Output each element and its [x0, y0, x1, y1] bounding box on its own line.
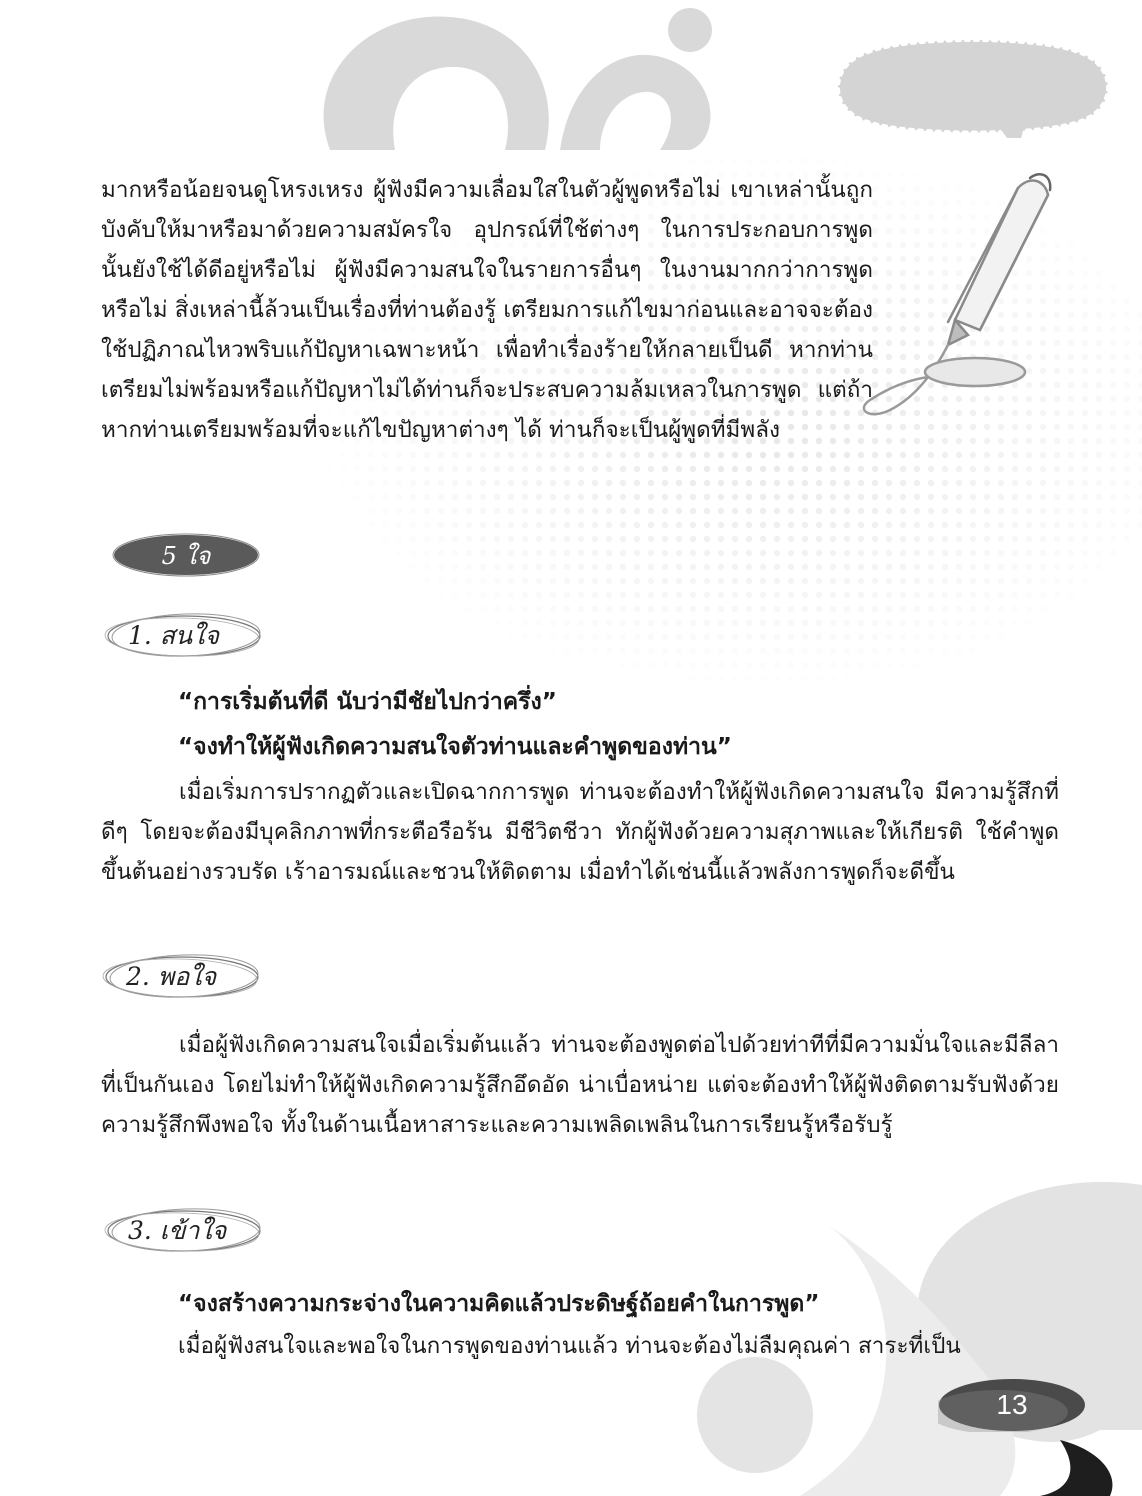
section-3-body: เมื่อผู้ฟังสนใจและพอใจในการพูดของท่านแล้ว ท่านจะต้องไม่ลืมคุณค่า สาระที่เป็น: [178, 1333, 961, 1359]
section-1-body: เมื่อเริ่มการปรากฏตัวและเปิดฉากการพูด ท่านจะต้องทำให้ผู้ฟังเกิดความสนใจ มีความรู้สึกที่ดีๆ โดยจะต้องมีบุคลิกภาพที่กระตือรือร้น มีชีวิตชีวา ทักผู้ฟังด้วยความสุภาพและให้เกียรติ ใช้คำพูดขึ้นต้นอย่างรวบรัด เร้าอารมณ์และชวนให้ติดตาม เมื่อทำได้เช่นนี้แล้วพลังการพูดก็จะดีขึ้น: [101, 779, 1059, 885]
speech-bubble-shape: [828, 40, 1110, 138]
intro-paragraph: มากหรือน้อยจนดูโหรงเหรง ผู้ฟังมีความเลื่อมใสในตัวผู้พูดหรือไม่ เขาเหล่านั้นถูกบังคับให้มาหรือมาด้วยความสมัครใจ อุปกรณ์ที่ใช้ต่างๆ ในการประกอบการพูดนั้นยังใช้ได้ดีอยู่หรือไม่ ผู้ฟังมีความสนใจในรายการอื่นๆ ในงานมากกว่าการพูดหรือไม่ สิ่งเหล่านี้ล้วนเป็นเรื่องที่ท่านต้องรู้ เตรียมการแก้ไขมาก่อนและอาจจะต้องใช้ปฏิภาณไหวพริบแก้ปัญหาเฉพาะหน้า เพื่อทำเรื่องร้ายให้กลายเป็นดี หากท่านเตรียมไม่พร้อมหรือแก้ปัญหาไม่ได้ท่านก็จะประสบความล้มเหลวในการพูด แต่ถ้าหากท่านเตรียมพร้อมที่จะแก้ไขปัญหาต่างๆ ได้ ท่านก็จะเป็นผู้พูดที่มีพลัง: [101, 177, 873, 443]
section-1-quote-1: “การเริ่มต้นที่ดี นับว่ามีชัยไปกว่าครึ่ง”: [178, 689, 557, 715]
section-2-body: เมื่อผู้ฟังเกิดความสนใจเมื่อเริ่มต้นแล้ว ท่านจะต้องพูดต่อไปด้วยท่าทีที่มีความมั่นใจและมีลีลาที่เป็นกันเอง โดยไม่ทำให้ผู้ฟังเกิดความรู้สึกอึดอัด น่าเบื่อหน่าย แต่จะต้องทำให้ผู้ฟังติดตามรับฟังด้วยความรู้สึกพึงพอใจ ทั้งในด้านเนื้อหาสาระและความเพลิดเพลินในการเรียนรู้หรือรับรู้: [101, 1032, 1059, 1138]
section-3-quote-1: “จงสร้างความกระจ่างในความคิดแล้วประดิษฐ์ถ้อยคำในการพูด”: [178, 1291, 820, 1317]
five-hearts-label: 5 ใจ: [161, 541, 211, 570]
page-number: 13: [996, 1389, 1028, 1420]
section-heading-2-text: 2. พอใจ: [126, 962, 217, 991]
section-heading-2: [102, 953, 262, 1001]
author-badge: [828, 40, 1110, 138]
page-number-badge: [938, 1378, 1086, 1432]
section-heading-3-text: 3. เข้าใจ: [128, 1216, 227, 1245]
section-heading-1: [104, 612, 264, 660]
section-heading-3: [104, 1207, 264, 1255]
section-heading-1-text: 1. สนใจ: [128, 621, 220, 650]
five-hearts-pill: [112, 533, 260, 577]
section-1-quote-2: “จงทำให้ผู้ฟังเกิดความสนใจตัวท่านและคำพูดของท่าน”: [178, 734, 732, 760]
